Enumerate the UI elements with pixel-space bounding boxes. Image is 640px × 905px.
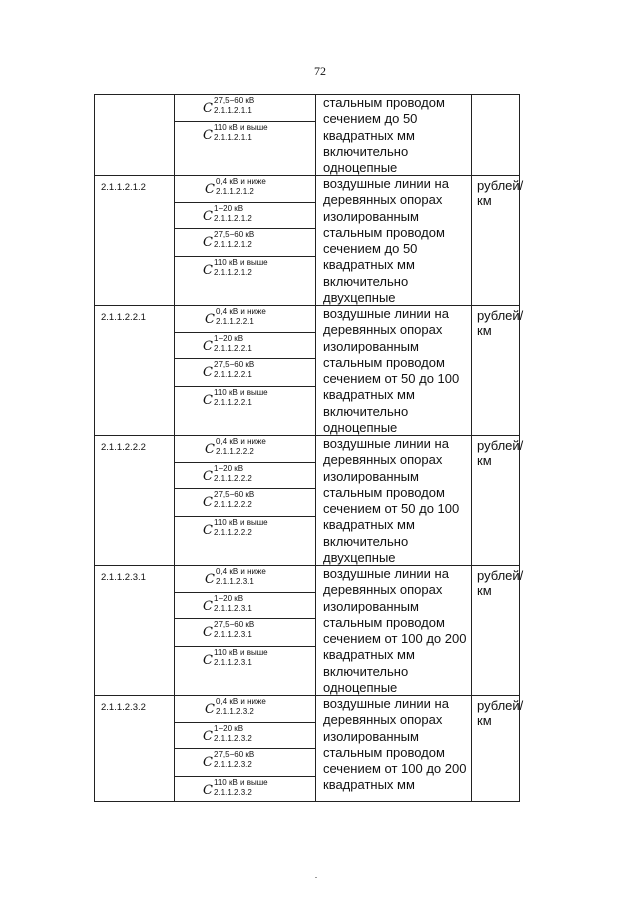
symbol-letter: C xyxy=(205,442,215,457)
voltage-superscript: 27,5−60 кВ xyxy=(214,96,255,105)
voltage-symbol-cell xyxy=(175,646,315,696)
index-subscript: 2.1.1.2.3.1 xyxy=(214,658,252,667)
row-description: воздушные линии на деревянных опорах изолированным стальным проводом сечением до 50 квадратных мм включительно двухцепные xyxy=(323,176,449,306)
row-code: 2.1.1.2.2.1 xyxy=(101,312,146,323)
voltage-superscript: 27,5−60 кВ xyxy=(214,620,255,629)
voltage-superscript: 110 кВ и выше xyxy=(214,778,268,787)
symbol-letter: C xyxy=(203,101,213,116)
voltage-superscript: 110 кВ и выше xyxy=(214,518,268,527)
index-subscript: 2.1.1.2.1.1 xyxy=(214,106,252,115)
index-subscript: 2.1.1.2.2.2 xyxy=(214,500,252,509)
symbol-letter: C xyxy=(203,339,213,354)
index-subscript: 2.1.1.2.2.1 xyxy=(216,317,254,326)
index-subscript: 2.1.1.2.1.2 xyxy=(216,187,254,196)
voltage-symbol-cell xyxy=(175,386,315,436)
index-subscript: 2.1.1.2.3.1 xyxy=(214,604,252,613)
index-subscript: 2.1.1.2.1.2 xyxy=(214,268,252,277)
symbol-letter: C xyxy=(203,599,213,614)
row-unit: рублей/км xyxy=(477,178,524,208)
voltage-symbol-cell xyxy=(175,462,315,488)
voltage-symbol-cell xyxy=(175,358,315,386)
row-description: стальным проводом сечением до 50 квадратных мм включительно одноцепные xyxy=(323,95,445,176)
index-subscript: 2.1.1.2.2.1 xyxy=(214,370,252,379)
voltage-symbol-cell xyxy=(175,95,315,121)
voltage-symbol-cell xyxy=(175,566,315,592)
row-code: 2.1.1.2.3.2 xyxy=(101,702,146,713)
index-subscript: 2.1.1.2.3.2 xyxy=(214,760,252,769)
symbol-letter: C xyxy=(203,263,213,278)
symbol-letter: C xyxy=(205,312,215,327)
voltage-symbol-cell xyxy=(175,618,315,646)
symbol-letter: C xyxy=(203,235,213,250)
symbol-letter: C xyxy=(205,572,215,587)
voltage-symbol-cell xyxy=(175,776,315,804)
voltage-superscript: 0,4 кВ и ниже xyxy=(216,697,266,706)
voltage-symbol-cell xyxy=(175,516,315,566)
voltage-superscript: 110 кВ и выше xyxy=(214,388,268,397)
voltage-superscript: 110 кВ и выше xyxy=(214,258,268,267)
voltage-superscript: 27,5−60 кВ xyxy=(214,750,255,759)
index-subscript: 2.1.1.2.2.1 xyxy=(214,398,252,407)
index-subscript: 2.1.1.2.3.1 xyxy=(214,630,252,639)
voltage-symbol-cell xyxy=(175,722,315,748)
symbol-letter: C xyxy=(205,702,215,717)
index-subscript: 2.1.1.2.1.2 xyxy=(214,214,252,223)
symbol-letter: C xyxy=(203,625,213,640)
index-subscript: 2.1.1.2.2.2 xyxy=(214,528,252,537)
symbol-letter: C xyxy=(203,469,213,484)
voltage-superscript: 1−20 кВ xyxy=(214,464,244,473)
voltage-superscript: 0,4 кВ и ниже xyxy=(216,177,266,186)
voltage-superscript: 1−20 кВ xyxy=(214,204,244,213)
index-subscript: 2.1.1.2.1.1 xyxy=(214,133,252,142)
table-row xyxy=(95,695,524,803)
voltage-superscript: 1−20 кВ xyxy=(214,594,244,603)
index-subscript: 2.1.1.2.3.2 xyxy=(214,734,252,743)
index-subscript: 2.1.1.2.2.1 xyxy=(214,344,252,353)
symbol-letter: C xyxy=(203,393,213,408)
voltage-symbol-cell xyxy=(175,306,315,332)
row-unit: рублей/км xyxy=(477,308,524,338)
row-unit: рублей/км xyxy=(477,438,524,468)
voltage-symbol-cell xyxy=(175,436,315,462)
voltage-superscript: 110 кВ и выше xyxy=(214,648,268,657)
table-row xyxy=(95,435,524,566)
index-subscript: 2.1.1.2.2.2 xyxy=(214,474,252,483)
page-number: 72 xyxy=(314,64,326,78)
symbol-letter: C xyxy=(203,523,213,538)
voltage-superscript: 0,4 кВ и ниже xyxy=(216,567,266,576)
voltage-symbol-cell xyxy=(175,228,315,256)
voltage-symbol-cell xyxy=(175,696,315,722)
scan-speck xyxy=(315,877,317,878)
row-unit: рублей/км xyxy=(477,698,524,728)
voltage-symbol-cell xyxy=(175,121,315,175)
voltage-symbol-cell xyxy=(175,748,315,776)
voltage-superscript: 0,4 кВ и ниже xyxy=(216,307,266,316)
symbol-letter: C xyxy=(203,128,213,143)
row-description: воздушные линии на деревянных опорах изолированным стальным проводом сечением от 100 до 200 квадратных мм включительно одноцепные xyxy=(323,566,467,696)
row-unit: рублей/км xyxy=(477,568,524,598)
row-code: 2.1.1.2.1.2 xyxy=(101,182,146,193)
table-row xyxy=(95,565,524,696)
symbol-letter: C xyxy=(203,495,213,510)
symbol-letter: C xyxy=(203,783,213,798)
voltage-symbol-cell xyxy=(175,592,315,618)
voltage-superscript: 1−20 кВ xyxy=(214,724,244,733)
voltage-symbol-cell xyxy=(175,202,315,228)
voltage-symbol-cell xyxy=(175,488,315,516)
voltage-superscript: 0,4 кВ и ниже xyxy=(216,437,266,446)
index-subscript: 2.1.1.2.3.2 xyxy=(216,707,254,716)
row-code: 2.1.1.2.3.1 xyxy=(101,572,146,583)
voltage-superscript: 27,5−60 кВ xyxy=(214,490,255,499)
table-row xyxy=(95,175,524,306)
symbol-letter: C xyxy=(203,365,213,380)
row-description: воздушные линии на деревянных опорах изолированным стальным проводом сечением от 50 до 100 квадратных мм включительно одноцепные xyxy=(323,306,460,436)
symbol-letter: C xyxy=(205,182,215,197)
symbol-letter: C xyxy=(203,209,213,224)
voltage-symbol-cell xyxy=(175,176,315,202)
table-row xyxy=(95,305,524,436)
voltage-symbol-cell xyxy=(175,332,315,358)
voltage-superscript: 27,5−60 кВ xyxy=(214,360,255,369)
symbol-letter: C xyxy=(203,729,213,744)
voltage-superscript: 1−20 кВ xyxy=(214,334,244,343)
tariff-table xyxy=(94,94,524,802)
row-description: воздушные линии на деревянных опорах изолированным стальным проводом сечением от 100 до 200 квадратных мм xyxy=(323,696,467,793)
row-code: 2.1.1.2.2.2 xyxy=(101,442,146,453)
index-subscript: 2.1.1.2.3.1 xyxy=(216,577,254,586)
voltage-superscript: 27,5−60 кВ xyxy=(214,230,255,239)
symbol-letter: C xyxy=(203,653,213,668)
index-subscript: 2.1.1.2.2.2 xyxy=(216,447,254,456)
voltage-superscript: 110 кВ и выше xyxy=(214,123,268,132)
index-subscript: 2.1.1.2.3.2 xyxy=(214,788,252,797)
index-subscript: 2.1.1.2.1.2 xyxy=(214,240,252,249)
table-row xyxy=(95,95,519,175)
voltage-symbol-cell xyxy=(175,256,315,306)
row-description: воздушные линии на деревянных опорах изолированным стальным проводом сечением от 50 до 100 квадратных мм включительно двухцепные xyxy=(323,436,460,566)
symbol-letter: C xyxy=(203,755,213,770)
